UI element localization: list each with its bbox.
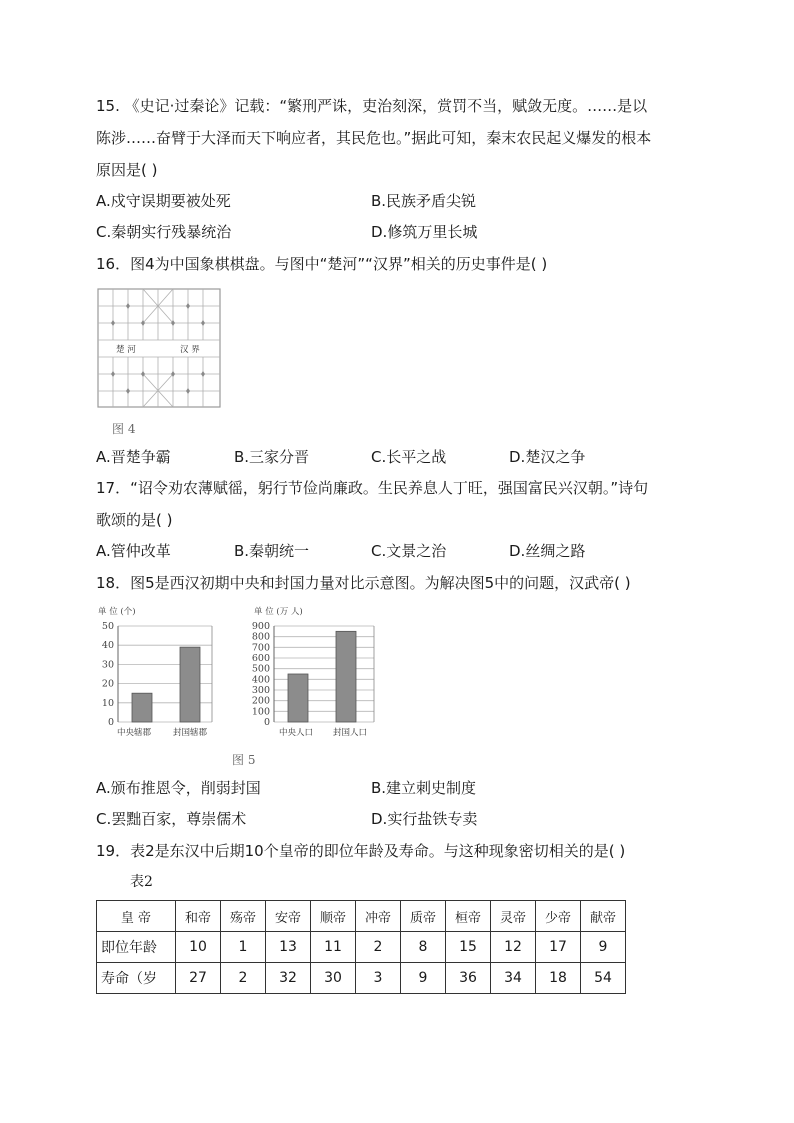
- unit-label: 单 位 (个): [98, 607, 136, 617]
- y-tick-label: 50: [101, 621, 114, 632]
- q16-stem: 16．图4为中国象棋棋盘。与图中“楚河”“汉界”相关的历史事件是( ): [96, 255, 548, 273]
- lifespan-cell: 54: [581, 963, 626, 994]
- age-cell: 1: [221, 932, 266, 963]
- emperor-cell: 安帝: [266, 901, 311, 932]
- lifespan-cell: 34: [491, 963, 536, 994]
- y-tick-label: 30: [101, 659, 114, 671]
- table-row: [97, 901, 626, 932]
- unit-label: 单 位 (万 人): [254, 607, 303, 617]
- emperor-cell: 殇帝: [221, 901, 266, 932]
- bar: [180, 647, 200, 722]
- q18-option-d: D.实行盐铁专卖: [371, 810, 478, 828]
- emperor-cell: 冲帝: [356, 901, 401, 932]
- emperor-cell: 桓帝: [446, 901, 491, 932]
- bar: [288, 674, 308, 722]
- q17-option-d: D.丝绸之路: [509, 542, 586, 560]
- q15-stem-line-2: 陈涉……奋臂于大泽而天下响应者，其民危也。”据此可知，秦末农民起义爆发的根本: [96, 129, 652, 147]
- q18-option-a: A.颁布推恩令，削弱封国: [96, 779, 261, 797]
- y-tick-label: 300: [251, 685, 270, 696]
- chu-he-label: 楚 河: [116, 345, 136, 355]
- age-cell: 11: [311, 932, 356, 963]
- age-cell: 12: [491, 932, 536, 963]
- q17-option-a: A.管仲改革: [96, 542, 171, 560]
- table-row: [97, 932, 626, 963]
- lifespan-cell: 32: [266, 963, 311, 994]
- y-tick-label: 20: [101, 678, 114, 690]
- han-jie-label: 汉 界: [180, 345, 200, 355]
- bar: [336, 631, 356, 722]
- q18-option-b: B.建立刺史制度: [371, 779, 477, 797]
- q15-stem-line-3: 原因是( ): [96, 161, 158, 179]
- q16-option-b: B.三家分晋: [234, 448, 310, 466]
- lifespan-cell: 18: [536, 963, 581, 994]
- y-tick-label: 500: [251, 663, 270, 675]
- q16-option-c: C.长平之战: [371, 448, 447, 466]
- age-cell: 8: [401, 932, 446, 963]
- age-cell: 17: [536, 932, 581, 963]
- y-tick-label: 0: [107, 717, 114, 728]
- q18-stem: 18．图5是西汉初期中央和封国力量对比示意图。为解决图5中的问题，汉武帝( ): [96, 574, 631, 592]
- q15-option-d: D.修筑万里长城: [371, 223, 478, 241]
- q15-stem-line-1: 15. 《史记·过秦论》记载：“繁刑严诛，吏治刻深，赏罚不当，赋敛无度。……是以: [96, 97, 648, 115]
- y-tick-label: 600: [251, 653, 270, 664]
- chessboard-figure: [96, 287, 224, 411]
- figure-5-caption: 图 5: [232, 753, 256, 767]
- row-header-lifespan: 寿命（岁: [97, 963, 176, 994]
- y-tick-label: 10: [101, 697, 114, 709]
- q17-stem-line-1: 17．“诏令劝农薄赋徭，躬行节俭尚廉政。生民养息人丁旺，强国富民兴汉朝。”诗句: [96, 479, 649, 497]
- lifespan-cell: 30: [311, 963, 356, 994]
- q16-option-d: D.楚汉之争: [509, 448, 586, 466]
- q19-stem: 19．表2是东汉中后期10个皇帝的即位年龄及寿命。与这种现象密切相关的是( ): [96, 842, 626, 860]
- y-tick-label: 400: [251, 674, 270, 686]
- table-row: [97, 963, 626, 994]
- emperor-cell: 质帝: [401, 901, 446, 932]
- y-tick-label: 700: [251, 642, 270, 654]
- lifespan-cell: 36: [446, 963, 491, 994]
- q16-option-a: A.晋楚争霸: [96, 448, 171, 466]
- x-category-label: 封国人口: [332, 728, 368, 738]
- table-2-title: 表2: [130, 874, 153, 890]
- chart-commanderies: [90, 604, 220, 740]
- chart-population: [246, 604, 382, 740]
- age-cell: 9: [581, 932, 626, 963]
- y-tick-label: 800: [251, 631, 270, 643]
- row-header-age: 即位年龄: [97, 932, 176, 963]
- q18-option-c: C.罢黜百家，尊崇儒术: [96, 810, 247, 828]
- lifespan-cell: 3: [356, 963, 401, 994]
- y-tick-label: 0: [263, 717, 270, 728]
- bar: [132, 693, 152, 722]
- emperor-table: [96, 900, 626, 994]
- q17-option-c: C.文景之治: [371, 542, 447, 560]
- lifespan-cell: 2: [221, 963, 266, 994]
- q17-option-b: B.秦朝统一: [234, 542, 310, 560]
- q15-option-c: C.秦朝实行残暴统治: [96, 223, 232, 241]
- q17-stem-line-2: 歌颂的是( ): [96, 511, 173, 529]
- x-category-label: 封国辖郡: [172, 728, 208, 738]
- emperor-cell: 和帝: [176, 901, 221, 932]
- y-tick-label: 100: [251, 706, 270, 718]
- emperor-cell: 灵帝: [491, 901, 536, 932]
- q15-option-a: A.戍守误期要被处死: [96, 192, 231, 210]
- y-tick-label: 200: [251, 695, 270, 707]
- age-cell: 15: [446, 932, 491, 963]
- age-cell: 2: [356, 932, 401, 963]
- figure-4-caption: 图 4: [112, 422, 136, 436]
- row-header-emperor: 皇 帝: [97, 901, 176, 932]
- lifespan-cell: 9: [401, 963, 446, 994]
- age-cell: 10: [176, 932, 221, 963]
- lifespan-cell: 27: [176, 963, 221, 994]
- y-tick-label: 40: [101, 640, 114, 652]
- emperor-cell: 少帝: [536, 901, 581, 932]
- emperor-cell: 献帝: [581, 901, 626, 932]
- q15-option-b: B.民族矛盾尖锐: [371, 192, 477, 210]
- y-tick-label: 900: [251, 621, 270, 632]
- x-category-label: 中央人口: [278, 728, 314, 738]
- emperor-cell: 顺帝: [311, 901, 356, 932]
- age-cell: 13: [266, 932, 311, 963]
- x-category-label: 中央辖郡: [116, 728, 152, 738]
